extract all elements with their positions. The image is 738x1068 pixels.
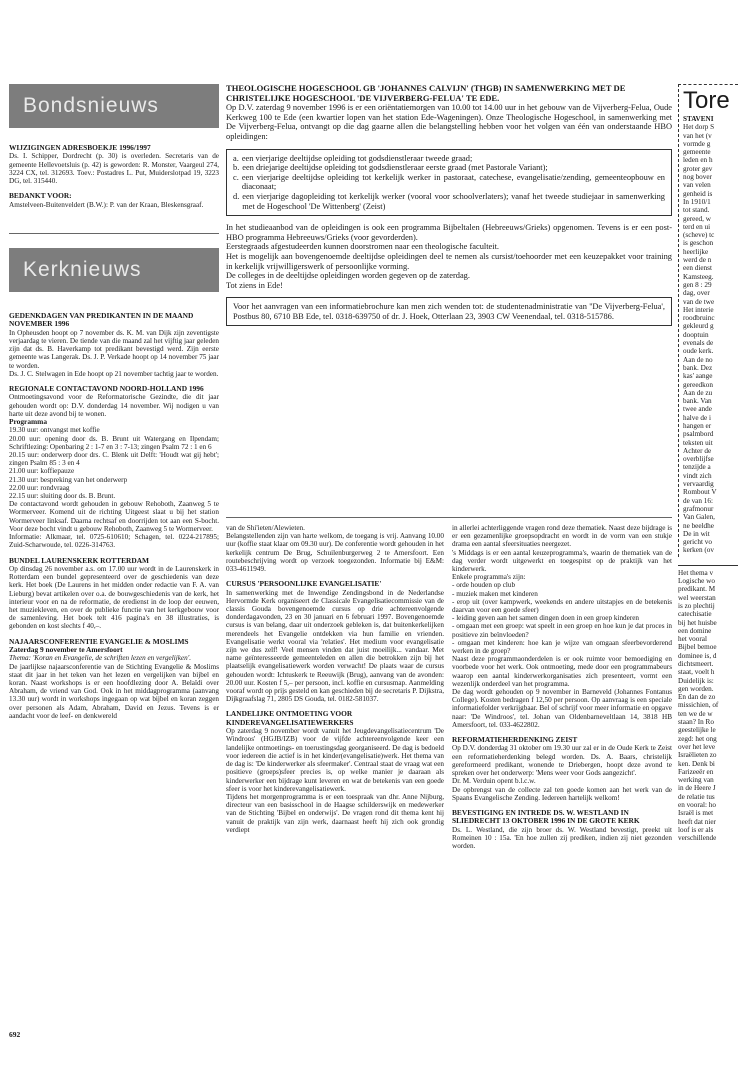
- right-column-line: en vooral: ho: [678, 801, 716, 810]
- bundel-text: Op dinsdag 26 november a.s. om 17.00 uur wordt in de Laurenskerk in Rotterdam een bundel gepresenteerd over de geschiedenis van deze kerk. Het boek (De Laurens in het midden onder redactie van F. A. van Lieburg) bevat artikelen over o.a. de bouwgeschiedenis van de kerk, het interieur voor en na de reformatie, de eredienst in de loop der eeuwen, het muziekleven, en over de publieke functie van het kerkgebouw voor de samenleving. Het boek telt 416 pagina's en 38 illustraties, is gebonden en kost slechts f 40,–.: [9, 564, 219, 631]
- regionale-text-3: Informatie: Alkmaar, tel. 0725-610610; Schagen, tel. 0224-217895; Zuid-Scharwoude, tel. 0226-314763.: [9, 533, 219, 550]
- opleiding-text: een vierjarige deeltijdse opleiding tot godsdienstleraar tweede graad;: [241, 153, 473, 163]
- opleiding-text: een vierjarige deeltijdse opleiding tot kerkelijk werker in pastoraat, catechese, evangelisatie/zending, gemeenteopbouw en diaconaat;: [241, 172, 665, 192]
- thgb-text-4: Het is mogelijk aan bovengenoemde deeltijdse opleidingen deel te nemen als cursist/toehoorder met een keuzepakket voor training in kerkelijk vrijwilligerswerk of persoonlijke vorming.: [226, 251, 672, 271]
- right-column-line: dag, over: [683, 289, 710, 298]
- opleiding-item: [233, 163, 665, 173]
- opleiding-text: een vierjarige dagopleiding tot kerkelijk werker (vooral voor schoolverlaters); vanaf het tweede studiejaar in samenwerking met de Hogeschool 'De Wittenberg' (Zeist): [242, 191, 665, 211]
- right-column-line: is geschon: [683, 239, 714, 248]
- programma-item: 20.15 uur: onderwerp door drs. C. Blenk uit Delft: 'Houdt wat gij hebt'; zingen Psalm 85 : 3 en 4: [9, 451, 219, 468]
- right-column-line: oude kerk.: [683, 347, 714, 356]
- kerknieuws-banner: [9, 248, 219, 292]
- right-column-line: het vooral: [678, 635, 707, 644]
- right-column-line: ken. Denk bi: [678, 759, 715, 768]
- opleiding-item: [233, 192, 665, 211]
- thgb-text-5: De colleges in de deeltijdse opleidingen worden gegeven op de zaterdag.: [226, 271, 470, 281]
- programma-list-item: - orde houden op club: [452, 581, 516, 590]
- right-column-line: loof is er als: [678, 825, 714, 834]
- landelijke-text-2: Tijdens het morgenprogramma is er een toespraak van dhr. Anne Nijburg, directeur van een basisschool in de Haagse schilderswijk en medewerker van de Stichting 'Bijbel en onderwijs'. De vragen rond dit thema kent hij vanuit de praktijk van zijn werk, daarnaast heeft hij zich ook grondig verdiept: [226, 792, 444, 834]
- landelijke-text-6: De dag wordt gehouden op 9 november in Barneveld (Johannes Fontanus College). Kosten bedragen f 12,50 per persoon. Op aanvraag is een speciale informatiefolder verkrijgbaar. Bel of schrijf voor meer informatie en opgave naar: 'De Windroos', tel. Johan van Oldenbarneveltlaan 14, 3818 HB Amersfoort, tel. 033-4622802.: [452, 688, 672, 729]
- thgb-text-2: In het studieaanbod van de opleidingen is ook een programma Bijbeltalen (Hebreeuws/Grieks) opgenomen. Tevens is er een post-HBO programma Hebreeuws/Grieks (voor gevorderden).: [226, 223, 672, 242]
- adresboekje-text: Ds. I. Schipper, Dordrecht (p. 30) is overleden. Secretaris van de gemeente Hellevoetsluis (p. 42) is geworden: R. Monster, Vaargeul 274, 3224 CX, tel. 312693. Toev.: Postadres L. Put, Muiderslotpad 19, 3223 DG, tel. 315440.: [9, 152, 219, 186]
- right-column-line: missichien, of: [678, 701, 719, 710]
- gedenkdagen-text-2: Ds. J. C. Stelwagen in Ede hoopt op 21 november tachtig jaar te worden.: [9, 369, 219, 378]
- opleiding-item: [233, 173, 665, 192]
- right-column-line: Farizeeër en: [678, 767, 714, 776]
- right-column-line: En dan de zo: [678, 693, 716, 702]
- opleiding-marker: b.: [233, 163, 240, 173]
- right-column-line: een dienst: [683, 264, 712, 273]
- right-column-line: Duidelijk is:: [678, 676, 714, 685]
- right-column-line: is zo plechtij: [678, 601, 715, 610]
- thgb-heading: THEOLOGISCHE HOGESCHOOL GB 'JOHANNES CALVIJN' (THGB) IN SAMENWERKING MET DE CHRISTELIJKE HOGESCHOOL 'DE VIJVERBERG-FELUA' TE EDE.: [226, 83, 626, 103]
- right-column-line: werking van: [678, 776, 714, 785]
- right-column-line: over het leve: [678, 742, 716, 751]
- right-column-line: ten we de w: [678, 709, 713, 718]
- right-column-line: in de Heere J: [678, 784, 716, 793]
- right-column-line: tot stand.: [683, 206, 710, 215]
- top-divider: [226, 517, 672, 518]
- right-column-line: vervaardig: [683, 480, 714, 489]
- kerknieuws-title: Kerknieuws: [23, 258, 142, 281]
- reformatie-text-2: Dr. M. Verduin opent b.l.c.w.: [452, 777, 536, 786]
- right-column-line: zegd: het ong: [678, 734, 717, 743]
- right-column-line: hangen er: [683, 421, 712, 430]
- right-column-line: teksten uit: [683, 438, 713, 447]
- landelijke-heading: LANDELIJKE ONTMOETING VOOR KINDEREVANGELISATIEWERKERS: [226, 709, 354, 727]
- gedenkdagen-heading: GEDENKDAGEN VAN PREDIKANTEN IN DE MAAND NOVEMBER 1996: [9, 311, 194, 329]
- page-number: 692: [9, 1030, 21, 1039]
- right-column-line: gen worden.: [678, 684, 714, 693]
- right-column-line: De in wit: [683, 529, 710, 538]
- right-column-line: gereedkon: [683, 380, 713, 389]
- right-column-line: Bijbel bemoe: [678, 643, 717, 652]
- right-partial-column: [678, 84, 738, 1044]
- right-column-line: leden en h: [683, 156, 713, 165]
- regionale-heading: REGIONALE CONTACTAVOND NOORD-HOLLAND 1996: [9, 384, 204, 394]
- right-column-line: STAVENI: [683, 115, 714, 123]
- programma-list-item: - omgaan met een groep: wat speelt in een groep en hoe kun je dat proces in positieve zin beïnvloeden?: [452, 622, 672, 639]
- right-column-line: catechisatie: [678, 610, 712, 619]
- right-column-line: van het (v: [683, 131, 712, 140]
- right-column-line: Van Galen,: [683, 513, 715, 522]
- left-divider: [9, 233, 219, 234]
- right-column-line: tenzijde a: [683, 463, 711, 472]
- najaar-heading: NAJAARSCONFERENTIE EVANGELIE & MOSLIMS: [9, 636, 189, 646]
- najaar-thema: Thema: 'Koran en Evangelie, de schriften lezen en vergelijken'.: [9, 654, 192, 663]
- right-lower-lines: [678, 565, 738, 843]
- thgb-text-6: Tot ziens in Ede!: [226, 280, 283, 290]
- right-column-line: Het thema v: [678, 568, 714, 577]
- opleiding-text: een driejarige deeltijdse opleiding tot godsdienstleraar eerste graad (met Pastorale Variant);: [242, 163, 548, 173]
- bevestiging-text: Ds. L. Westland, die zijn broer ds. W. Westland bevestigt, preekt uit Romeinen 10 : 15a. 'En hoe zullen zij prediken, indien zij niet gezonden worden.: [452, 825, 672, 851]
- right-column-line: heeft dat nier: [678, 817, 716, 826]
- right-box: [678, 84, 738, 557]
- right-column-line: grafmonur: [683, 504, 714, 513]
- najaar-text: De jaarlijkse najaarsconferentie van de Stichting Evangelie & Moslims staat dit jaar in het teken van het lezen en vergelijken van bijbel en koran. Naast workshops is er een hoofdlezing door A. Belaïdi over Abraham, de vriend van God. Ook in het middagprogramma (aanvang 13.30 uur) wordt in workshops ingegaan op wat bijbel en koran zeggen over personen als Adam, Abraham, David en Jezus. Tevens is er aandacht voor de leef- en denkwereld: [9, 662, 219, 720]
- third-column: [452, 524, 672, 850]
- bundel-heading: BUNDEL LAURENSKERK ROTTERDAM: [9, 555, 150, 565]
- reformatie-heading: REFORMATIEHERDENKING ZEIST: [452, 735, 578, 745]
- right-column-line: staan? In Ro: [678, 718, 714, 727]
- right-column-line: Israël is met: [678, 809, 714, 818]
- right-column-line: dominee is, d: [678, 651, 717, 660]
- programmas-label: Enkele programma's zijn:: [452, 573, 526, 582]
- right-column-line: Kamsteeg.: [683, 272, 714, 281]
- landelijke-text-1: Op zaterdag 9 november wordt vanuit het Jeugdevangelisatiecentrum 'De Windroos' (HGJB/IZB) voor de vijfde achtereenvolgende keer een landelijke ontmoetings- en toerustingsdag georganiseerd. De dag is bedoeld voor iedereen die actief is in het kinder(evangelisatie)werk. Het thema van de dag is: 'De kinderwerker als sfeermaker'. Centraal staat de vraag wat een positieve (groeps)sfeer precies is, op welke manier je daaraan als kinderwerker een bijdrage kunt leveren en wat de betekenis van een goede sfeer is voor het kinderevangelisatiewerk.: [226, 727, 444, 793]
- right-column-line: gericht vo: [683, 538, 712, 547]
- right-column-line: gen 8 : 29: [683, 280, 712, 289]
- right-column-line: kas' aange: [683, 372, 713, 381]
- right-column-line: overblijfse: [683, 455, 714, 464]
- right-column-line: vormde g: [683, 139, 711, 148]
- right-column-line: de van 16:: [683, 496, 713, 505]
- reformatie-text-1: Op D.V. donderdag 31 oktober om 19.30 uur zal er in de Oude Kerk te Zeist een reformatieherdenking belegd worden. Ds. A. Baars, christelijk gereformeerd predikant, wonende te Driebergen, hoopt deze avond te spreken over het onderwerp: 'Mens weer voor Gods aangezicht'.: [452, 744, 672, 778]
- right-column-line: gereed, w: [683, 214, 711, 223]
- adresboekje-heading: WIJZIGINGEN ADRESBOEKJE 1996/1997: [9, 143, 151, 152]
- najaar-continued: van de Shi'ieten/Alewieten.: [226, 524, 305, 532]
- regionale-text-2: De contactavond wordt gehouden in gebouw Rehoboth, Zaanweg 5 te Wormerveer. Komend uit de richting Uitgeest slaat u bij het station Wormerveer linksaf. Daarna rechtsaf en doorrijden tot aan een S-bocht. Voor deze bocht vindt u gebouw Rehoboth, Zaanweg 5 te Wormerveer.: [9, 500, 219, 533]
- right-column-line: Israëlieten zo: [678, 751, 717, 760]
- middle-column: [226, 524, 444, 834]
- right-column-line: halve de i: [683, 413, 711, 422]
- landelijke-text-5: Naast deze programmaonderdelen is er ook ruimte voor bemoediging en voorbede voor het werk. Ook ontmoeting, mede door een programmabeurs waarop een aantal kinderwerkorganisaties zich presenteert, vormt een wezenlijk onderdeel van het programma.: [452, 655, 672, 688]
- programma-item: 21.00 uur: koffiepauze: [9, 467, 75, 476]
- right-column-line: roodbruinc: [683, 314, 715, 323]
- right-column-line: Het dorp S: [683, 123, 715, 132]
- programma-item: 21.30 uur: bespreking van het onderwerp: [9, 475, 128, 484]
- programma-item: 22.00 uur: rondvraag: [9, 483, 70, 492]
- programma-list-item: - muziek maken met kinderen: [452, 589, 538, 598]
- right-column-line: van velen: [683, 181, 711, 190]
- cursus-text: In samenwerking met de Inwendige Zendingsbond in de Nederlandse Hervormde Kerk organiseert de Classicale Evangelisatiecommissie van de classis Gouda bovengenoemde cursus op drie achtereenvolgende donderdagavonden, 23 en 30 januari en 6 februari 1997. Bovengenoemde cursus is van belang, daar uit onderzoek gebleken is, dat buitenkerkelijken merendeels het Evangelie ontdekken via hun familie en vrienden. Evangelisatie werkt vooral via 'relaties'. Het medium voor evangelisatie zijn we dus zelf! Veel mensen vinden dat juist moeilijk... vandaar. Met name geïnteresseerde gemeenteleden en allen die betrokken zijn bij het plaatselijk evangelisatiewerk worden verwacht! De plaats waar de cursus gehouden wordt: Ichtuskerk te Reeuwijk (Brug), aanvang van de avonden: 20.00 uur. Kosten f 5,– per persoon, incl. koffie en cursusmap. Aanmelding vooraf wordt op prijs gesteld en kan geschieden bij de secretaris P. Dijkstra, Dijkgraafslag 71, 2805 DS Gouda, tel. 0182-581037.: [226, 588, 444, 704]
- right-column-line: bank. Van: [683, 397, 712, 406]
- thgb-text-3: Eerstegraads afgestudeerden kunnen doorstromen naar een theologische faculteit.: [226, 242, 500, 252]
- right-column-line: heerlijke: [683, 247, 709, 256]
- landelijke-text-3: in allerlei achterliggende vragen rond deze thematiek. Naast deze bijdrage is er een gezamenlijke groepsopdracht en wordt in de vorm van een stukje drama een aantal sfeersituaties neergezet.: [452, 524, 672, 549]
- bondsnieuws-banner: [9, 84, 219, 128]
- right-column-line: Aan de zu: [683, 388, 713, 397]
- right-column-line: Logische wo: [678, 577, 715, 586]
- thgb-article: [226, 84, 672, 326]
- najaar-info: Belangstellenden zijn van harte welkom, de toegang is vrij. Aanvang 10.00 uur (koffie staat klaar om 09.30 uur). De conferentie wordt gehouden in het kerkelijk centrum De Brug, Schuilenburgerweg 2 te Amersfoort. Een routebeschrijving wordt op verzoek toegezonden. Informatie bij E&M: 033-4611949.: [226, 532, 444, 574]
- cursus-heading: CURSUS 'PERSOONLIJKE EVANGELISATIE': [226, 579, 382, 589]
- bedankt-text: Amstelveen-Buitenveldert (B.W.): P. van der Kraan, Bleskensgraaf.: [9, 200, 204, 209]
- right-column-line: dooptuin: [683, 330, 709, 339]
- bedankt-heading: BEDANKT VOOR:: [9, 191, 72, 201]
- reformatie-text-3: De opbrengst van de collecte zal ten goede komen aan het werk van de Spaans Evangelische Zending. Iedereen hartelijk welkom!: [452, 785, 672, 802]
- right-column-line: werd de n: [683, 256, 712, 265]
- regionale-text-1: Ontmoetingsavond voor de Reformatorische Gezindte, die dit jaar gehouden wordt op: D.V. donderdag 14 november. Wij nodigen u van harte uit deze avond bij te wonen.: [9, 393, 219, 418]
- thgb-intro: Op D.V. zaterdag 9 november 1996 is er een oriëntatiemorgen van 10.00 tot 14.00 uur in het gebouw van de Vijverberg-Felua, Oude Kerkweg 100 te Ede (een kwartier lopen van het station Ede-Wageningen). Onze Theologische Hogeschool, in samenwerking met De Vijverberg-Felua, ontvangt op die dag gaarne allen die belangstelling hebben voor het volgen van één van onderstaande HBO opleidingen:: [226, 103, 672, 141]
- programma-item: 19.30 uur: ontvangst met koffie: [9, 426, 100, 435]
- right-column-line: gemeente: [683, 148, 711, 157]
- right-column-line: een domine: [678, 626, 712, 635]
- right-column-line: bank. Dez: [683, 363, 713, 372]
- right-column-line: groter gev: [683, 164, 713, 173]
- right-column-line: evenals de: [683, 339, 714, 348]
- right-column-line: wel weerstan: [678, 593, 716, 602]
- right-column-line: genheid is: [683, 189, 713, 198]
- right-column-line: (scheve) tc: [683, 231, 715, 240]
- right-box-lines: [683, 115, 738, 555]
- adresboekje-section: [9, 144, 219, 209]
- contact-text: Voor het aanvragen van een informatiebrochure kan men zich wenden tot: de studentenadministratie van ''De Vijverberg-Felua', Postbus 80, 6710 BB Ede, tel. 0318-639750 of dr. J. Hoek, Otterlaan 23, 3903 CW Veenendaal, tel. 0318-515786.: [233, 302, 665, 321]
- right-column-line: terd en ui: [683, 222, 711, 231]
- programma-list-item: - erop uit (over kampwerk, weekends en andere uitstapjes en de betekenis daarvan voor een goede sfeer): [452, 597, 672, 615]
- right-column-line: nog bover: [683, 173, 712, 182]
- right-column-line: verschillende: [678, 834, 717, 843]
- right-column-line: Achter de: [683, 446, 712, 455]
- right-column-line: geestelijke le: [678, 726, 716, 735]
- programma-item: 20.00 uur: opening door ds. B. Brunt uit Watergang en Ilpendam; Schriftlezing: Openbaring 2 : 1-7 en 3 : 7-13; zingen Psalm 72 : 1 en 6: [9, 434, 219, 451]
- right-column-line: dichtsmeert.: [678, 660, 714, 668]
- bevestiging-heading: BEVESTIGING EN INTREDE DS. W. WESTLAND IN SLIEDRECHT 13 OKTOBER 1996 IN DE GROTE KERK: [452, 807, 640, 826]
- landelijke-text-4: 's Middags is er een aantal keuzeprogramma's, waarin de thematiek van de dag verder wordt uitgewerkt en toegespitst op de praktijk van het kinderwerk.: [452, 548, 672, 574]
- opleiding-item: [233, 154, 665, 164]
- right-column-line: predikant. M: [678, 585, 716, 594]
- opleiding-marker: c.: [233, 172, 239, 182]
- right-column-line: Rombout V: [683, 488, 717, 497]
- right-column-line: bij het huisbe: [678, 618, 717, 627]
- right-column-line: vindt zich: [683, 471, 712, 480]
- right-column-line: gekleurd g: [683, 322, 714, 331]
- right-column-line: staat, voelt h: [678, 668, 715, 677]
- bondsnieuws-title: Bondsnieuws: [23, 94, 159, 117]
- right-column-line: In 1910/1: [683, 197, 711, 206]
- right-column-line: Aan de no: [683, 355, 713, 364]
- najaar-subheading: Zaterdag 9 november te Amersfoort: [9, 644, 123, 654]
- right-column-line: psalmbord: [683, 430, 714, 439]
- right-column-line: kerken (ov: [683, 546, 714, 555]
- right-column-line: van de twe: [683, 297, 715, 306]
- contact-box: [226, 297, 672, 326]
- opleiding-marker: d.: [233, 191, 240, 201]
- programma-list-item: - omgaan met kinderen: hoe kan je wijze van omgaan sfeerbevorderend werken in de groep?: [452, 638, 672, 656]
- programma-item: 22.15 uur: sluiting door ds. B. Brunt.: [9, 492, 116, 501]
- right-column-line: de relatie tus: [678, 792, 715, 801]
- programma-heading: Programma: [9, 417, 48, 427]
- programma-list-item: - leiding geven aan het samen dingen doen in een groep kinderen: [452, 614, 640, 623]
- gedenkdagen-text-1: In Opheusden hoopt op 7 november ds. K. M. van Dijk zijn zeventigste verjaardag te vieren. De tiende van die maand zal het vijftig jaar geleden zijn dat ds. B. Haverkamp tot predikant bevestigd werd. Zijn eerste gemeente was Langerak. Ds. J. P. Verkade hoopt op 14 november 75 jaar te worden.: [9, 328, 219, 370]
- right-column-line: twee ande: [683, 405, 712, 414]
- opleiding-marker: a.: [233, 153, 239, 163]
- kerknieuws-articles: [9, 312, 219, 720]
- right-box-title: Tore: [683, 87, 730, 114]
- right-column-line: ne beeldhe: [683, 521, 714, 530]
- opleidingen-box: [226, 149, 672, 217]
- right-column-line: Het interie: [683, 305, 714, 314]
